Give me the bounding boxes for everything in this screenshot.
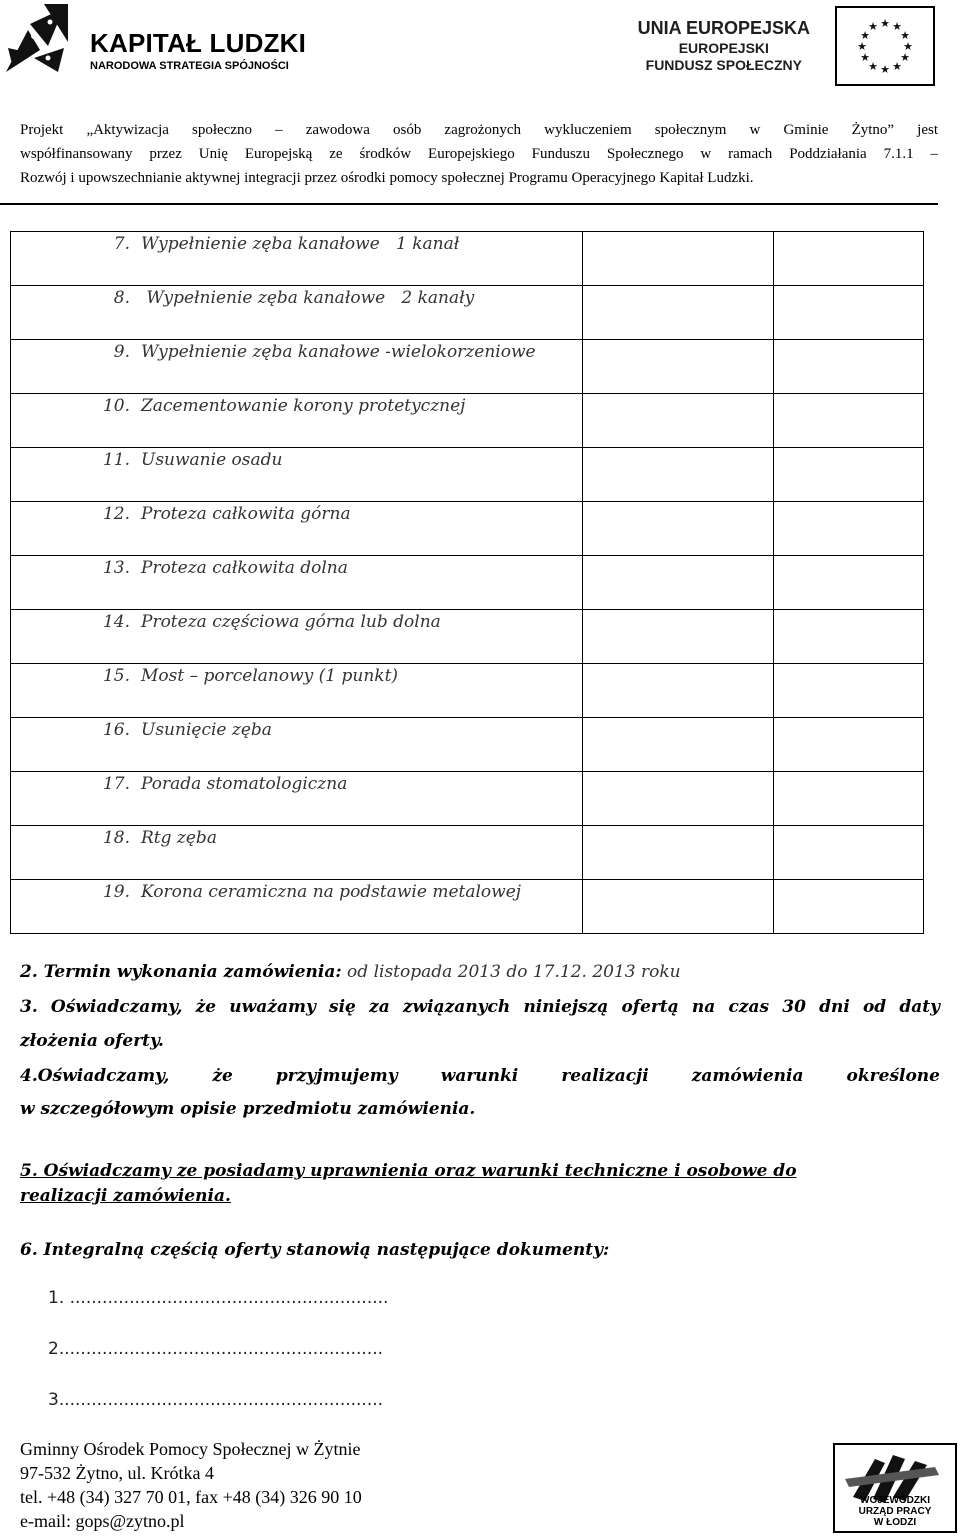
service-cell [11,718,583,772]
statement-2-label: 2. Termin wykonania zamówienia: [20,962,342,982]
service-label: Proteza częściowa górna lub dolna [141,612,441,632]
price-cell[interactable] [583,394,774,448]
wup-line-3: W ŁODZI [873,1517,917,1528]
service-item [11,448,582,470]
footer-street: 97-532 Żytno, ul. Krótka 4 [20,1463,214,1483]
eu-logo-text [638,18,810,73]
service-number: 9. [113,342,130,362]
svg-text:★: ★ [857,40,867,53]
statement-3-line-1: 3. Oświadczamy, że uważamy się za związanych niniejszą ofertą na czas 30 dni od daty [20,997,940,1017]
wup-lodz-text [835,1495,955,1528]
value-cell[interactable] [774,772,924,826]
document-item-3: 3............................................................ [48,1390,384,1410]
svg-text:★: ★ [892,20,902,33]
price-cell[interactable] [583,664,774,718]
footer-address [20,1437,362,1533]
svg-text:★: ★ [880,17,890,30]
price-cell[interactable] [583,826,774,880]
service-cell [11,610,583,664]
service-item [11,502,582,524]
services-table [10,231,924,934]
wup-line-2: URZĄD PRACY [858,1506,932,1517]
service-label: Wypełnienie zęba kanałowe -wielokorzeniowe [141,342,536,362]
service-number: 16. [102,720,130,740]
value-cell[interactable] [774,286,924,340]
service-item [11,286,582,308]
document-item-2: 2............................................................ [48,1339,384,1359]
service-number: 10. [102,396,130,416]
fund-line-2: FUNDUSZ SPOŁECZNY [645,57,802,73]
footer-email: e-mail: gops@zytno.pl [20,1511,185,1531]
kapital-ludzki-title: KAPITAŁ LUDZKI [90,28,307,58]
price-cell[interactable] [583,448,774,502]
svg-text:★: ★ [860,29,870,42]
svg-text:★: ★ [892,60,902,73]
service-number: 13. [102,558,130,578]
statement-3-line-2: złożenia oferty. [20,1031,164,1051]
kapital-ludzki-logo [4,2,70,74]
service-item [11,718,582,740]
project-line-3: Rozwój i upowszechnianie aktywnej integracji przez ośrodki pomocy społecznej Programu Operacyjnego Kapitał Ludzki. [20,170,754,186]
price-cell[interactable] [583,340,774,394]
price-cell[interactable] [583,232,774,286]
statement-4 [20,1066,940,1086]
statement-4-line-1: 4.Oświadczamy, że przyjmujemy warunki realizacji zamówienia określone [20,1066,940,1086]
service-label: Proteza całkowita dolna [141,558,348,578]
statement-2 [20,962,681,982]
service-cell [11,826,583,880]
service-cell [11,664,583,718]
table-row [11,880,924,934]
service-label: Zacementowanie korony protetycznej [141,396,466,416]
table-row [11,610,924,664]
svg-text:★: ★ [868,20,878,33]
document-item-1: 1. ........................................................... [48,1288,389,1308]
table-row [11,502,924,556]
price-cell[interactable] [583,772,774,826]
statement-5 [20,1161,797,1181]
wup-lodz-logo [833,1443,957,1533]
statement-6 [20,1240,609,1260]
service-item [11,556,582,578]
value-cell[interactable] [774,502,924,556]
service-number: 15. [102,666,130,686]
svg-text:★: ★ [903,40,913,53]
value-cell[interactable] [774,880,924,934]
wup-line-1: WOJEWÓDZKI [860,1495,930,1506]
price-cell[interactable] [583,286,774,340]
service-item [11,610,582,632]
service-cell [11,772,583,826]
kapital-ludzki-subtitle: NARODOWA STRATEGIA SPÓJNOŚCI [90,60,289,72]
svg-text:★: ★ [900,51,910,64]
value-cell[interactable] [774,556,924,610]
service-item [11,772,582,794]
service-number: 17. [102,774,130,794]
service-cell [11,502,583,556]
service-item [11,394,582,416]
service-item [11,340,582,362]
value-cell[interactable] [774,664,924,718]
svg-text:★: ★ [868,60,878,73]
statement-3 [20,997,940,1017]
fund-line-1: EUROPEJSKI [678,40,769,56]
service-label: Usuwanie osadu [141,450,283,470]
statement-6-text: 6. Integralną częścią oferty stanowią następujące dokumenty: [20,1240,610,1260]
service-number: 11. [102,450,130,470]
project-description [20,118,938,190]
service-number: 19. [102,882,130,902]
service-label: Rtg zęba [141,828,217,848]
service-label: Wypełnienie zęba kanałowe 2 kanały [141,288,475,308]
service-label: Korona ceramiczna na podstawie metalowej [141,882,522,902]
project-line-1: Projekt „Aktywizacja społeczno – zawodowa osób zagrożonych wykluczeniem społecznym w Gminie Żytno” jest [20,122,938,138]
price-cell[interactable] [583,610,774,664]
statement-3-cont [20,1031,164,1051]
service-cell [11,394,583,448]
svg-text:★: ★ [900,29,910,42]
service-number: 8. [113,288,130,308]
service-label: Usunięcie zęba [141,720,272,740]
statement-4-line-2: w szczegółowym opisie przedmiotu zamówienia. [20,1099,476,1119]
service-number: 7. [113,234,130,254]
value-cell[interactable] [774,340,924,394]
statement-5-line-1: 5. Oświadczamy ze posiadamy uprawnienia oraz warunki techniczne i osobowe do [20,1161,797,1181]
table-row [11,556,924,610]
table-row [11,718,924,772]
service-number: 14. [102,612,130,632]
service-label: Proteza całkowita górna [141,504,351,524]
service-cell [11,286,583,340]
table-row [11,826,924,880]
value-cell[interactable] [774,610,924,664]
service-item [11,232,582,254]
statement-4-cont [20,1099,475,1119]
table-row [11,448,924,502]
table-row [11,286,924,340]
table-row [11,394,924,448]
value-cell[interactable] [774,394,924,448]
eu-name: UNIA EUROPEJSKA [637,18,810,38]
service-label: Most – porcelanowy (1 punkt) [141,666,399,686]
footer-phone: tel. +48 (34) 327 70 01, fax +48 (34) 326 90 10 [20,1487,362,1507]
footer-org-name: Gminny Ośrodek Pomocy Społecznej w Żytnie [20,1439,361,1459]
price-cell[interactable] [583,880,774,934]
value-cell[interactable] [774,232,924,286]
value-cell[interactable] [774,448,924,502]
price-cell[interactable] [583,718,774,772]
svg-text:★: ★ [880,63,890,76]
table-row [11,772,924,826]
table-row [11,664,924,718]
service-label: Wypełnienie zęba kanałowe 1 kanał [141,234,460,254]
eu-flag-icon [835,6,935,86]
service-item [11,826,582,848]
header-divider [0,203,938,205]
service-cell [11,556,583,610]
project-line-2: współfinansowany przez Unię Europejską ze środków Europejskiego Funduszu Społecznego w ramach Poddziałania 7.1.1 – [20,146,938,162]
service-label: Porada stomatologiczna [141,774,348,794]
service-cell [11,232,583,286]
service-cell [11,880,583,934]
service-number: 12. [102,504,130,524]
value-cell[interactable] [774,826,924,880]
statement-2-value: od listopada 2013 do 17.12. 2013 roku [341,962,681,982]
service-number: 18. [102,828,130,848]
service-cell [11,448,583,502]
table-row [11,232,924,286]
price-cell[interactable] [583,556,774,610]
service-item [11,664,582,686]
value-cell[interactable] [774,718,924,772]
service-cell [11,340,583,394]
statement-5-cont [20,1186,231,1206]
statement-5-line-2: realizacji zamówienia. [20,1186,231,1206]
service-item [11,880,582,902]
table-row [11,340,924,394]
svg-text:★: ★ [860,51,870,64]
price-cell[interactable] [583,502,774,556]
